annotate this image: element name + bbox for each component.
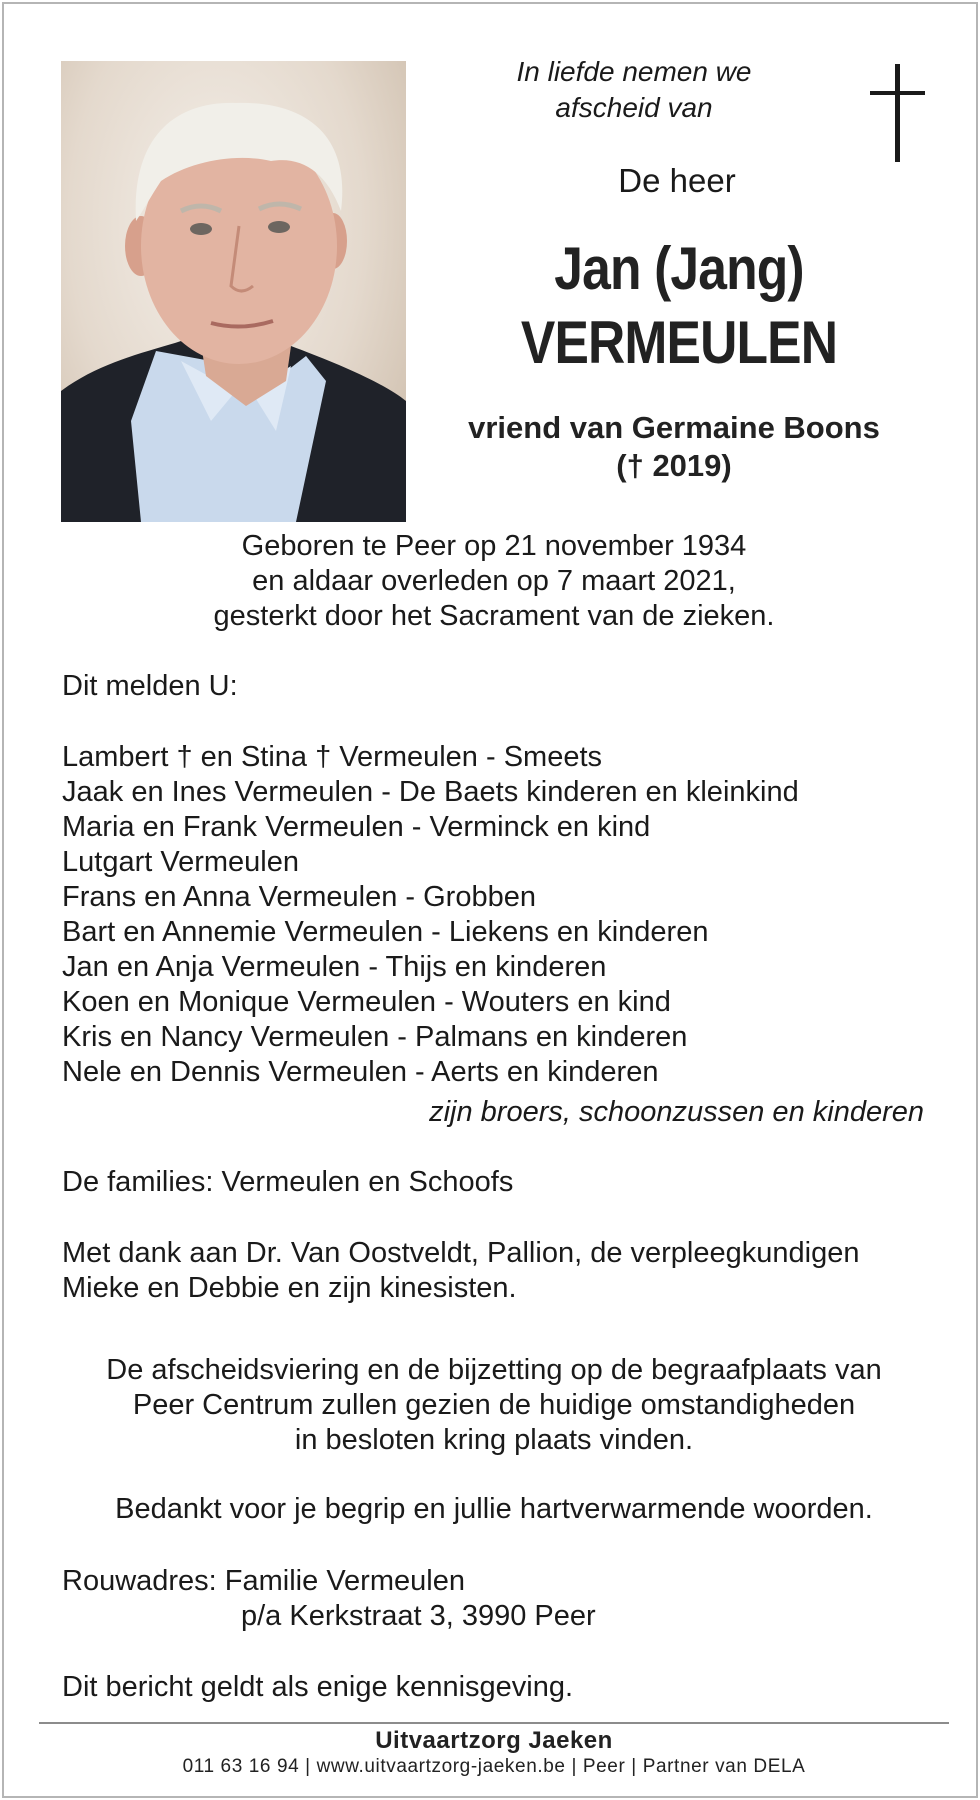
birth-line: en aldaar overleden op 7 maart 2021, (252, 565, 736, 597)
address-line: Rouwadres: Familie Vermeulen (62, 1565, 465, 1597)
name-line: Jan (Jang) (554, 235, 804, 302)
intro-text (434, 54, 834, 126)
family-member: Lutgart Vermeulen (62, 846, 299, 878)
family-member: Nele en Dennis Vermeulen - Aerts en kinderen (62, 1056, 659, 1088)
announce-text: Dit melden U: (62, 670, 238, 702)
ceremony-line: Peer Centrum zullen gezien de huidige omstandigheden (132, 1389, 856, 1421)
name-line: VERMEULEN (520, 309, 838, 376)
latin-cross-icon (864, 64, 930, 164)
ceremony-line: De afscheidsviering en de bijzetting op de begraafplaats van (106, 1354, 882, 1386)
thanks-line: Met dank aan Dr. Van Oostveldt, Pallion, de verpleegkundigen (62, 1237, 860, 1269)
family-member: Jan en Anja Vermeulen - Thijs en kinderen (62, 951, 607, 983)
intro-line: In liefde nemen we (516, 56, 752, 87)
family-member: Kris en Nancy Vermeulen - Palmans en kinderen (62, 1021, 688, 1053)
birth-line: gesterkt door het Sacrament van de zieken. (213, 600, 775, 632)
family-list (62, 740, 942, 1090)
birth-death-details (44, 529, 944, 634)
ceremony-text (44, 1353, 944, 1458)
portrait-photo (61, 61, 406, 522)
family-member: Koen en Monique Vermeulen - Wouters en kind (62, 986, 671, 1018)
footer-divider (39, 1722, 949, 1724)
gratitude-text: Bedankt voor je begrip en jullie hartverwarmende woorden. (115, 1493, 873, 1525)
relation-line: vriend van Germaine Boons (468, 410, 880, 445)
thanks-text (62, 1236, 942, 1306)
mourning-address (62, 1564, 942, 1634)
families-text: De families: Vermeulen en Schoofs (62, 1166, 514, 1198)
family-member: Bart en Annemie Vermeulen - Liekens en kinderen (62, 916, 709, 948)
thanks-line: Mieke en Debbie en zijn kinesisten. (62, 1272, 517, 1304)
relation-text (424, 409, 924, 485)
ceremony-line: in besloten kring plaats vinden. (294, 1424, 694, 1456)
birth-line: Geboren te Peer op 21 november 1934 (241, 530, 747, 562)
deceased-name (503, 232, 856, 380)
address-street: p/a Kerkstraat 3, 3990 Peer (241, 1600, 596, 1632)
funeral-home-contact: 011 63 16 94 | www.uitvaartzorg-jaeken.be | Peer | Partner van DELA (182, 1756, 806, 1777)
family-member: Maria en Frank Vermeulen - Verminck en kind (62, 811, 651, 843)
family-member: Lambert † en Stina † Vermeulen - Smeets (62, 741, 603, 773)
intro-line: afscheid van (555, 92, 713, 123)
family-member: Jaak en Ines Vermeulen - De Baets kinderen en kleinkind (62, 776, 799, 808)
family-tag: zijn broers, schoonzussen en kinderen (429, 1096, 924, 1128)
relation-line: († 2019) (616, 448, 732, 483)
notice-text: Dit bericht geldt als enige kennisgeving. (62, 1671, 574, 1703)
family-member: Frans en Anna Vermeulen - Grobben (62, 881, 536, 913)
honorific-title: De heer (618, 162, 736, 199)
funeral-home-name: Uitvaartzorg Jaeken (375, 1727, 613, 1754)
obituary-card (2, 2, 978, 1798)
